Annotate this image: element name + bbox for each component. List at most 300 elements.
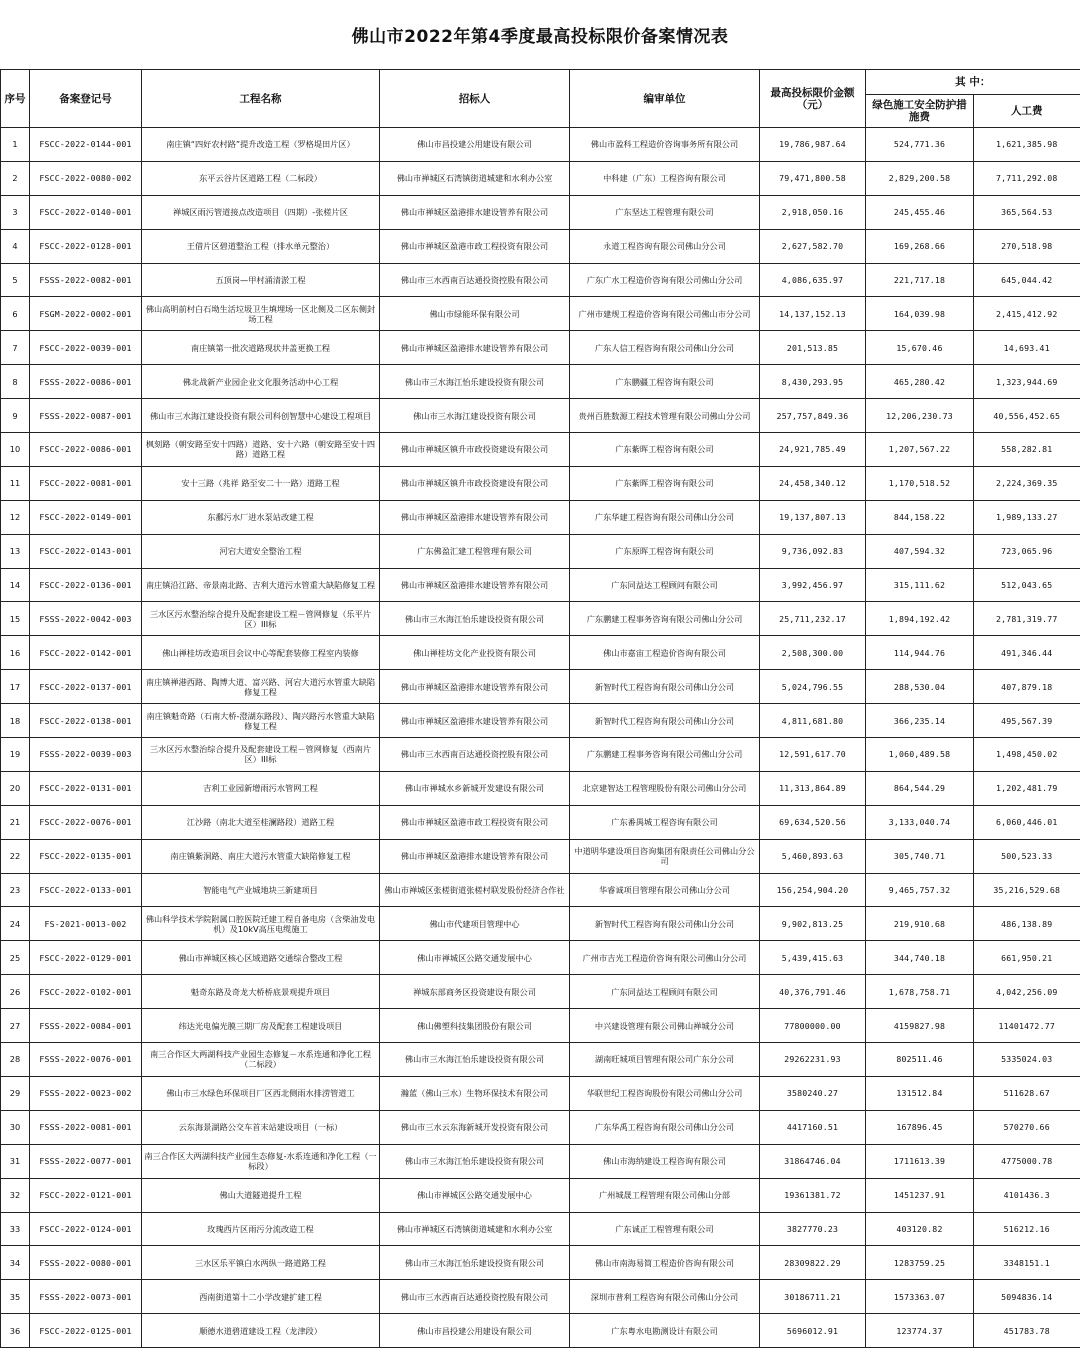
- cell-safety-fee: 1451237.91: [866, 1178, 974, 1212]
- cell-labor-fee: 6,060,446.01: [974, 805, 1080, 839]
- table-row: [1, 1110, 1080, 1144]
- cell-safety-fee: 4159827.98: [866, 1009, 974, 1043]
- cell-seq: 26: [1, 975, 30, 1009]
- table-row: [1, 636, 1080, 670]
- cell-seq: 15: [1, 602, 30, 636]
- cell-labor-fee: 40,556,452.65: [974, 399, 1080, 433]
- page-title: 佛山市2022年第4季度最高投标限价备案情况表: [0, 22, 1080, 47]
- cell-tenderer: 佛山市昌投建公用建设有限公司: [380, 1314, 570, 1348]
- cell-max-price: 30186711.21: [760, 1280, 866, 1314]
- cell-labor-fee: 14,693.41: [974, 331, 1080, 365]
- cell-tenderer: 佛山市三水海江怡乐建设投资有限公司: [380, 1144, 570, 1178]
- cell-labor-fee: 3348151.1: [974, 1246, 1080, 1280]
- cell-labor-fee: 512,043.65: [974, 568, 1080, 602]
- table-body: [1, 128, 1080, 1348]
- cell-record-no: FSCC-2022-0080-002: [30, 161, 142, 195]
- table-row: [1, 1314, 1080, 1348]
- cell-labor-fee: 4775000.78: [974, 1144, 1080, 1178]
- cell-max-price: 9,902,813.25: [760, 907, 866, 941]
- cell-record-no: FSCC-2022-0131-001: [30, 771, 142, 805]
- cell-project: 禅城区雨污管道接点改造项目（四期）-张槎片区: [142, 195, 380, 229]
- table-row: [1, 1076, 1080, 1110]
- cell-seq: 34: [1, 1246, 30, 1280]
- cell-compiler: 湖南旺城项目管理有限公司广东分公司: [570, 1043, 760, 1077]
- cell-seq: 24: [1, 907, 30, 941]
- cell-labor-fee: 2,781,319.77: [974, 602, 1080, 636]
- cell-compiler: 佛山市嘉宙工程造价咨询有限公司: [570, 636, 760, 670]
- cell-safety-fee: 221,717.18: [866, 263, 974, 297]
- cell-tenderer: 佛山市禅城区公路交通发展中心: [380, 1178, 570, 1212]
- cell-safety-fee: 407,594.32: [866, 534, 974, 568]
- cell-safety-fee: 844,158.22: [866, 500, 974, 534]
- cell-safety-fee: 403120.82: [866, 1212, 974, 1246]
- table-row: [1, 128, 1080, 162]
- cell-labor-fee: 407,879.18: [974, 670, 1080, 704]
- cell-project: 南庄镇紫洞路、南庄大道污水管重大缺陷修复工程: [142, 839, 380, 873]
- cell-tenderer: 佛山市禅城区石湾镇街道城建和水利办公室: [380, 161, 570, 195]
- cell-safety-fee: 164,039.98: [866, 297, 974, 331]
- cell-max-price: 19361381.72: [760, 1178, 866, 1212]
- cell-max-price: 19,786,987.64: [760, 128, 866, 162]
- cell-compiler: 广东紫晖工程咨询有限公司: [570, 433, 760, 467]
- cell-seq: 31: [1, 1144, 30, 1178]
- cell-max-price: 40,376,791.46: [760, 975, 866, 1009]
- cell-seq: 20: [1, 771, 30, 805]
- cell-record-no: FSCC-2022-0136-001: [30, 568, 142, 602]
- cell-project: 南庄镇“四好农村路”提升改造工程（罗格堤田片区）: [142, 128, 380, 162]
- cell-seq: 22: [1, 839, 30, 873]
- cell-max-price: 8,430,293.95: [760, 365, 866, 399]
- header-record-no: 备案登记号: [30, 70, 142, 128]
- cell-seq: 12: [1, 500, 30, 534]
- cell-seq: 6: [1, 297, 30, 331]
- header-compiler: 编审单位: [570, 70, 760, 128]
- cell-compiler: 新智时代工程咨询有限公司佛山分公司: [570, 670, 760, 704]
- cell-record-no: FSSS-2022-0077-001: [30, 1144, 142, 1178]
- cell-seq: 29: [1, 1076, 30, 1110]
- cell-max-price: 4,811,681.80: [760, 704, 866, 738]
- cell-labor-fee: 1,323,944.69: [974, 365, 1080, 399]
- table-row: [1, 1178, 1080, 1212]
- cell-record-no: FSCC-2022-0135-001: [30, 839, 142, 873]
- table-row: [1, 873, 1080, 907]
- cell-record-no: FSSS-2022-0042-003: [30, 602, 142, 636]
- cell-labor-fee: 645,044.42: [974, 263, 1080, 297]
- cell-project: 东平云谷片区道路工程（二标段）: [142, 161, 380, 195]
- cell-max-price: 24,921,785.49: [760, 433, 866, 467]
- cell-seq: 13: [1, 534, 30, 568]
- cell-compiler: 广州市建规工程造价咨询有限公司佛山市分公司: [570, 297, 760, 331]
- cell-seq: 7: [1, 331, 30, 365]
- cell-safety-fee: 802511.46: [866, 1043, 974, 1077]
- cell-seq: 10: [1, 433, 30, 467]
- cell-safety-fee: 3,133,040.74: [866, 805, 974, 839]
- cell-record-no: FSSS-2022-0073-001: [30, 1280, 142, 1314]
- table-row: [1, 1144, 1080, 1178]
- cell-seq: 33: [1, 1212, 30, 1246]
- cell-record-no: FSCC-2022-0039-001: [30, 331, 142, 365]
- cell-seq: 3: [1, 195, 30, 229]
- cell-record-no: FSSS-2022-0081-001: [30, 1110, 142, 1144]
- cell-safety-fee: 1,060,489.58: [866, 738, 974, 772]
- cell-tenderer: 佛山市禅城区盈港市政工程投资有限公司: [380, 805, 570, 839]
- table-row: [1, 1246, 1080, 1280]
- cell-project: 玫瑰西片区雨污分流改造工程: [142, 1212, 380, 1246]
- cell-labor-fee: 451783.78: [974, 1314, 1080, 1348]
- table-row: [1, 263, 1080, 297]
- cell-max-price: 28309822.29: [760, 1246, 866, 1280]
- cell-tenderer: 佛山市禅城区盈港排水建设管养有限公司: [380, 839, 570, 873]
- cell-compiler: 新智时代工程咨询有限公司佛山分公司: [570, 907, 760, 941]
- cell-max-price: 3827770.23: [760, 1212, 866, 1246]
- cell-labor-fee: 511628.67: [974, 1076, 1080, 1110]
- cell-safety-fee: 315,111.62: [866, 568, 974, 602]
- table-row: [1, 1043, 1080, 1077]
- cell-seq: 32: [1, 1178, 30, 1212]
- cell-record-no: FSSS-2022-0023-002: [30, 1076, 142, 1110]
- cell-seq: 21: [1, 805, 30, 839]
- cell-safety-fee: 1,170,518.52: [866, 466, 974, 500]
- cell-max-price: 4,086,635.97: [760, 263, 866, 297]
- cell-labor-fee: 35,216,529.68: [974, 873, 1080, 907]
- cell-compiler: 广东华禹工程咨询有限公司佛山分公司: [570, 1110, 760, 1144]
- cell-record-no: FSCC-2022-0140-001: [30, 195, 142, 229]
- cell-tenderer: 佛山市禅城区镇升市政投资建设有限公司: [380, 433, 570, 467]
- cell-max-price: 2,627,582.70: [760, 229, 866, 263]
- cell-project: 南庄镇第一批次道路现状井盖更换工程: [142, 331, 380, 365]
- cell-max-price: 2,918,050.16: [760, 195, 866, 229]
- table-row: [1, 433, 1080, 467]
- cell-project: 东鄱污水厂进水泵站改建工程: [142, 500, 380, 534]
- header-max-price: 最高投标限价金额（元）: [760, 70, 866, 128]
- cell-project: 三水区污水整治综合提升及配套建设工程－管网修复（乐平片区）III标: [142, 602, 380, 636]
- cell-safety-fee: 366,235.14: [866, 704, 974, 738]
- cell-safety-fee: 1283759.25: [866, 1246, 974, 1280]
- cell-max-price: 156,254,904.20: [760, 873, 866, 907]
- cell-safety-fee: 245,455.46: [866, 195, 974, 229]
- cell-safety-fee: 2,829,200.58: [866, 161, 974, 195]
- table-row: [1, 365, 1080, 399]
- cell-project: 枫刻路（朝安路至安十四路）道路、安十六路（朝安路至安十四路）道路工程: [142, 433, 380, 467]
- cell-record-no: FSCC-2022-0081-001: [30, 466, 142, 500]
- cell-seq: 23: [1, 873, 30, 907]
- header-labor-fee: 人工费: [974, 95, 1080, 128]
- cell-labor-fee: 495,567.39: [974, 704, 1080, 738]
- table-row: [1, 738, 1080, 772]
- cell-max-price: 11,313,864.89: [760, 771, 866, 805]
- cell-labor-fee: 1,621,385.98: [974, 128, 1080, 162]
- cell-seq: 30: [1, 1110, 30, 1144]
- cell-tenderer: 佛山佛塑科技集团股份有限公司: [380, 1009, 570, 1043]
- cell-seq: 28: [1, 1043, 30, 1077]
- cell-max-price: 12,591,617.70: [760, 738, 866, 772]
- cell-record-no: FSCC-2022-0076-001: [30, 805, 142, 839]
- table-row: [1, 805, 1080, 839]
- cell-tenderer: 佛山市代建项目管理中心: [380, 907, 570, 941]
- cell-tenderer: 佛山市三水海江怡乐建设投资有限公司: [380, 602, 570, 636]
- cell-project: 魁奇东路及奇龙大桥桥底景观提升项目: [142, 975, 380, 1009]
- cell-labor-fee: 1,989,133.27: [974, 500, 1080, 534]
- cell-tenderer: 佛山市禅城区盈港排水建设管养有限公司: [380, 500, 570, 534]
- cell-safety-fee: 114,944.76: [866, 636, 974, 670]
- cell-compiler: 北京建智达工程管理股份有限公司佛山分公司: [570, 771, 760, 805]
- cell-labor-fee: 516212.16: [974, 1212, 1080, 1246]
- cell-record-no: FSCC-2022-0129-001: [30, 941, 142, 975]
- cell-record-no: FSCC-2022-0086-001: [30, 433, 142, 467]
- cell-compiler: 佛山市海纳建设工程咨询有限公司: [570, 1144, 760, 1178]
- cell-compiler: 佛山市盈科工程造价咨询事务所有限公司: [570, 128, 760, 162]
- cell-tenderer: 佛山市禅城区盈港排水建设管养有限公司: [380, 331, 570, 365]
- cell-compiler: 广州市吉光工程造价咨询有限公司佛山分公司: [570, 941, 760, 975]
- cell-tenderer: 瀚蓝（佛山三水）生物环保技术有限公司: [380, 1076, 570, 1110]
- cell-record-no: FSGM-2022-0002-001: [30, 297, 142, 331]
- cell-seq: 19: [1, 738, 30, 772]
- cell-compiler: 中兴建设管理有限公司佛山禅城分公司: [570, 1009, 760, 1043]
- cell-seq: 36: [1, 1314, 30, 1348]
- cell-compiler: 佛山市南海易简工程造价咨询有限公司: [570, 1246, 760, 1280]
- cell-compiler: 广东同益达工程顾问有限公司: [570, 975, 760, 1009]
- cell-project: 吉利工业园新增雨污水管网工程: [142, 771, 380, 805]
- cell-tenderer: 佛山市三水西南百达通投资控股有限公司: [380, 1280, 570, 1314]
- cell-tenderer: 广东佛盈汇建工程管理有限公司: [380, 534, 570, 568]
- cell-project: 南庄镇沿江路、帝景南北路、吉利大道污水管重大缺陷修复工程: [142, 568, 380, 602]
- cell-tenderer: 佛山市三水西南百达通投资控股有限公司: [380, 263, 570, 297]
- cell-tenderer: 佛山市禅城区公路交通发展中心: [380, 941, 570, 975]
- cell-max-price: 201,513.85: [760, 331, 866, 365]
- cell-project: 安十三路（兆祥 路至安二十一路）道路工程: [142, 466, 380, 500]
- cell-seq: 27: [1, 1009, 30, 1043]
- cell-compiler: 广东粤水电勘测设计有限公司: [570, 1314, 760, 1348]
- cell-compiler: 贵州百胜数源工程技术管理有限公司佛山分公司: [570, 399, 760, 433]
- cell-safety-fee: 169,268.66: [866, 229, 974, 263]
- cell-safety-fee: 167896.45: [866, 1110, 974, 1144]
- cell-project: 顺德水道碧道建设工程（龙津段）: [142, 1314, 380, 1348]
- cell-compiler: 中科建（广东）工程咨询有限公司: [570, 161, 760, 195]
- cell-max-price: 77800000.00: [760, 1009, 866, 1043]
- cell-project: 南三合作区大两湖科技产业园生态修复－水系连通和净化工程（二标段）: [142, 1043, 380, 1077]
- table-row: [1, 466, 1080, 500]
- cell-compiler: 广东紫晖工程咨询有限公司: [570, 466, 760, 500]
- cell-safety-fee: 524,771.36: [866, 128, 974, 162]
- cell-record-no: FSCC-2022-0102-001: [30, 975, 142, 1009]
- cell-compiler: 广东坚达工程管理有限公司: [570, 195, 760, 229]
- cell-record-no: FSCC-2022-0149-001: [30, 500, 142, 534]
- cell-compiler: 华睿诚项目管理有限公司佛山分公司: [570, 873, 760, 907]
- cell-project: 佛山高明前村白石坳生活垃圾卫生填埋场一区北侧及二区东侧封场工程: [142, 297, 380, 331]
- cell-project: 三水区乐平镇白水两纵一路道路工程: [142, 1246, 380, 1280]
- table-row: [1, 771, 1080, 805]
- cell-tenderer: 佛山市三水西南百达通投资控股有限公司: [380, 738, 570, 772]
- cell-safety-fee: 219,910.68: [866, 907, 974, 941]
- cell-project: 佛山大道隧道提升工程: [142, 1178, 380, 1212]
- cell-record-no: FSCC-2022-0128-001: [30, 229, 142, 263]
- header-safety-fee: 绿色施工安全防护措施费: [866, 95, 974, 128]
- cell-tenderer: 佛山市三水海江怡乐建设投资有限公司: [380, 1246, 570, 1280]
- cell-project: 佛山市三水绿色环保项目厂区西北侧雨水排涝管道工: [142, 1076, 380, 1110]
- cell-max-price: 9,736,092.83: [760, 534, 866, 568]
- cell-record-no: FSSS-2022-0080-001: [30, 1246, 142, 1280]
- cell-project: 纬达光电偏光膜三期厂房及配套工程建设项目: [142, 1009, 380, 1043]
- cell-max-price: 4417160.51: [760, 1110, 866, 1144]
- cell-record-no: FSCC-2022-0133-001: [30, 873, 142, 907]
- header-project: 工程名称: [142, 70, 380, 128]
- cell-labor-fee: 491,346.44: [974, 636, 1080, 670]
- cell-max-price: 3580240.27: [760, 1076, 866, 1110]
- table-row: [1, 297, 1080, 331]
- cell-seq: 35: [1, 1280, 30, 1314]
- cell-safety-fee: 344,740.18: [866, 941, 974, 975]
- cell-safety-fee: 12,206,230.73: [866, 399, 974, 433]
- cell-max-price: 3,992,456.97: [760, 568, 866, 602]
- cell-record-no: FSSS-2022-0087-001: [30, 399, 142, 433]
- cell-compiler: 广东诚正工程管理有限公司: [570, 1212, 760, 1246]
- table-row: [1, 975, 1080, 1009]
- table-row: [1, 568, 1080, 602]
- cell-max-price: 19,137,807.13: [760, 500, 866, 534]
- cell-max-price: 25,711,232.17: [760, 602, 866, 636]
- cell-compiler: 广东人信工程咨询有限公司佛山分公司: [570, 331, 760, 365]
- cell-labor-fee: 500,523.33: [974, 839, 1080, 873]
- cell-labor-fee: 570270.66: [974, 1110, 1080, 1144]
- cell-tenderer: 佛山禅桂坊文化产业投资有限公司: [380, 636, 570, 670]
- cell-record-no: FSCC-2022-0121-001: [30, 1178, 142, 1212]
- cell-labor-fee: 723,065.96: [974, 534, 1080, 568]
- cell-safety-fee: 288,530.04: [866, 670, 974, 704]
- cell-tenderer: 佛山市三水海江建设投资有限公司: [380, 399, 570, 433]
- cell-project: 五顶岗—甲村涌清淤工程: [142, 263, 380, 297]
- cell-seq: 4: [1, 229, 30, 263]
- cell-safety-fee: 1,678,758.71: [866, 975, 974, 1009]
- cell-seq: 25: [1, 941, 30, 975]
- table-row: [1, 331, 1080, 365]
- cell-compiler: 广东鹏建工程事务咨询有限公司佛山分公司: [570, 738, 760, 772]
- cell-max-price: 257,757,849.36: [760, 399, 866, 433]
- table-row: [1, 399, 1080, 433]
- cell-compiler: 广东鹏建工程事务咨询有限公司佛山分公司: [570, 602, 760, 636]
- header-seq: 序号: [1, 70, 30, 128]
- table-row: [1, 500, 1080, 534]
- table-row: [1, 670, 1080, 704]
- table-row: [1, 839, 1080, 873]
- cell-safety-fee: 123774.37: [866, 1314, 974, 1348]
- cell-compiler: 广东番禺城工程咨询有限公司: [570, 805, 760, 839]
- cell-compiler: 广东同益达工程顾问有限公司: [570, 568, 760, 602]
- cell-tenderer: 佛山市禅城区盈港排水建设管养有限公司: [380, 670, 570, 704]
- table-row: [1, 161, 1080, 195]
- cell-max-price: 5,439,415.63: [760, 941, 866, 975]
- table-row: [1, 229, 1080, 263]
- cell-labor-fee: 365,564.53: [974, 195, 1080, 229]
- cell-max-price: 69,634,520.56: [760, 805, 866, 839]
- cell-tenderer: 佛山市禅城水乡新城开发建设有限公司: [380, 771, 570, 805]
- cell-record-no: FSCC-2022-0125-001: [30, 1314, 142, 1348]
- cell-labor-fee: 5335024.03: [974, 1043, 1080, 1077]
- cell-labor-fee: 11401472.77: [974, 1009, 1080, 1043]
- cell-record-no: FSSS-2022-0086-001: [30, 365, 142, 399]
- table-row: [1, 195, 1080, 229]
- cell-project: 佛山市三水海江建设投资有限公司科创智慧中心建设工程项目: [142, 399, 380, 433]
- cell-labor-fee: 2,224,369.35: [974, 466, 1080, 500]
- cell-record-no: FS-2021-0013-002: [30, 907, 142, 941]
- cell-seq: 5: [1, 263, 30, 297]
- cell-labor-fee: 661,950.21: [974, 941, 1080, 975]
- cell-tenderer: 佛山市禅城区盈港市政工程投资有限公司: [380, 229, 570, 263]
- cell-tenderer: 佛山市三水云东海新城开发投资有限公司: [380, 1110, 570, 1144]
- cell-compiler: 广东广水工程造价咨询有限公司佛山分公司: [570, 263, 760, 297]
- cell-safety-fee: 15,670.46: [866, 331, 974, 365]
- cell-seq: 8: [1, 365, 30, 399]
- cell-labor-fee: 1,498,450.02: [974, 738, 1080, 772]
- cell-safety-fee: 1,207,567.22: [866, 433, 974, 467]
- cell-tenderer: 佛山市禅城区盈港排水建设管养有限公司: [380, 704, 570, 738]
- cell-labor-fee: 486,138.89: [974, 907, 1080, 941]
- cell-project: 王借片区碧道整治工程（排水单元整治）: [142, 229, 380, 263]
- table-row: [1, 602, 1080, 636]
- cell-labor-fee: 4,042,256.09: [974, 975, 1080, 1009]
- cell-seq: 16: [1, 636, 30, 670]
- cell-tenderer: 佛山市禅城区镇升市政投资建设有限公司: [380, 466, 570, 500]
- cell-seq: 17: [1, 670, 30, 704]
- cell-tenderer: 禅城东部商务区投资建设有限公司: [380, 975, 570, 1009]
- cell-project: 佛山市禅城区核心区域道路交通综合整改工程: [142, 941, 380, 975]
- cell-compiler: 中道明华建设项目咨询集团有限责任公司佛山分公司: [570, 839, 760, 873]
- cell-project: 河宕大道安全整治工程: [142, 534, 380, 568]
- cell-compiler: 广东华建工程咨询有限公司佛山分公司: [570, 500, 760, 534]
- cell-labor-fee: 4101436.3: [974, 1178, 1080, 1212]
- cell-project: 三水区污水整治综合提升及配套建设工程－管网修复（西南片区）III标: [142, 738, 380, 772]
- cell-max-price: 5696012.91: [760, 1314, 866, 1348]
- cell-safety-fee: 131512.84: [866, 1076, 974, 1110]
- cell-seq: 1: [1, 128, 30, 162]
- cell-max-price: 31864746.04: [760, 1144, 866, 1178]
- cell-record-no: FSCC-2022-0142-001: [30, 636, 142, 670]
- cell-project: 南三合作区大两湖科技产业园生态修复-水系连通和净化工程（一标段）: [142, 1144, 380, 1178]
- cell-compiler: 广东原晖工程咨询有限公司: [570, 534, 760, 568]
- cell-project: 佛北战新产业园企业文化服务活动中心工程: [142, 365, 380, 399]
- cell-record-no: FSSS-2022-0084-001: [30, 1009, 142, 1043]
- cell-tenderer: 佛山市绿能环保有限公司: [380, 297, 570, 331]
- table-row: [1, 941, 1080, 975]
- cell-max-price: 14,137,152.13: [760, 297, 866, 331]
- cell-tenderer: 佛山市禅城区盈港排水建设管养有限公司: [380, 568, 570, 602]
- cell-tenderer: 佛山市禅城区张槎街道张槎村联发股份经济合作社: [380, 873, 570, 907]
- cell-tenderer: 佛山市昌投建公用建设有限公司: [380, 128, 570, 162]
- cell-labor-fee: 2,415,412.92: [974, 297, 1080, 331]
- cell-project: 佛山科学技术学院附属口腔医院迁建工程自备电房（含柴油发电机）及10kV高压电缆施工: [142, 907, 380, 941]
- cell-safety-fee: 305,740.71: [866, 839, 974, 873]
- cell-project: 云东海景湖路公交车首末站建设项目（一标）: [142, 1110, 380, 1144]
- table-row: [1, 534, 1080, 568]
- cell-tenderer: 佛山市三水海江怡乐建设投资有限公司: [380, 365, 570, 399]
- cell-max-price: 5,024,796.55: [760, 670, 866, 704]
- cell-labor-fee: 7,711,292.08: [974, 161, 1080, 195]
- cell-max-price: 79,471,800.58: [760, 161, 866, 195]
- table-row: [1, 704, 1080, 738]
- cell-seq: 14: [1, 568, 30, 602]
- cell-compiler: 广东鹏疆工程咨询有限公司: [570, 365, 760, 399]
- cell-project: 佛山禅桂坊改造项目会议中心等配套装修工程室内装修: [142, 636, 380, 670]
- cell-labor-fee: 5094836.14: [974, 1280, 1080, 1314]
- cell-safety-fee: 864,544.29: [866, 771, 974, 805]
- cell-record-no: FSCC-2022-0138-001: [30, 704, 142, 738]
- cell-project: 南庄镇禅港西路、陶博大道、富兴路、河宕大道污水管重大缺陷修复工程: [142, 670, 380, 704]
- table-row: [1, 1280, 1080, 1314]
- cell-compiler: 新智时代工程咨询有限公司佛山分公司: [570, 704, 760, 738]
- cell-max-price: 29262231.93: [760, 1043, 866, 1077]
- cell-compiler: 华联世纪工程咨询股份有限公司佛山分公司: [570, 1076, 760, 1110]
- cell-safety-fee: 1,894,192.42: [866, 602, 974, 636]
- cell-max-price: 24,458,340.12: [760, 466, 866, 500]
